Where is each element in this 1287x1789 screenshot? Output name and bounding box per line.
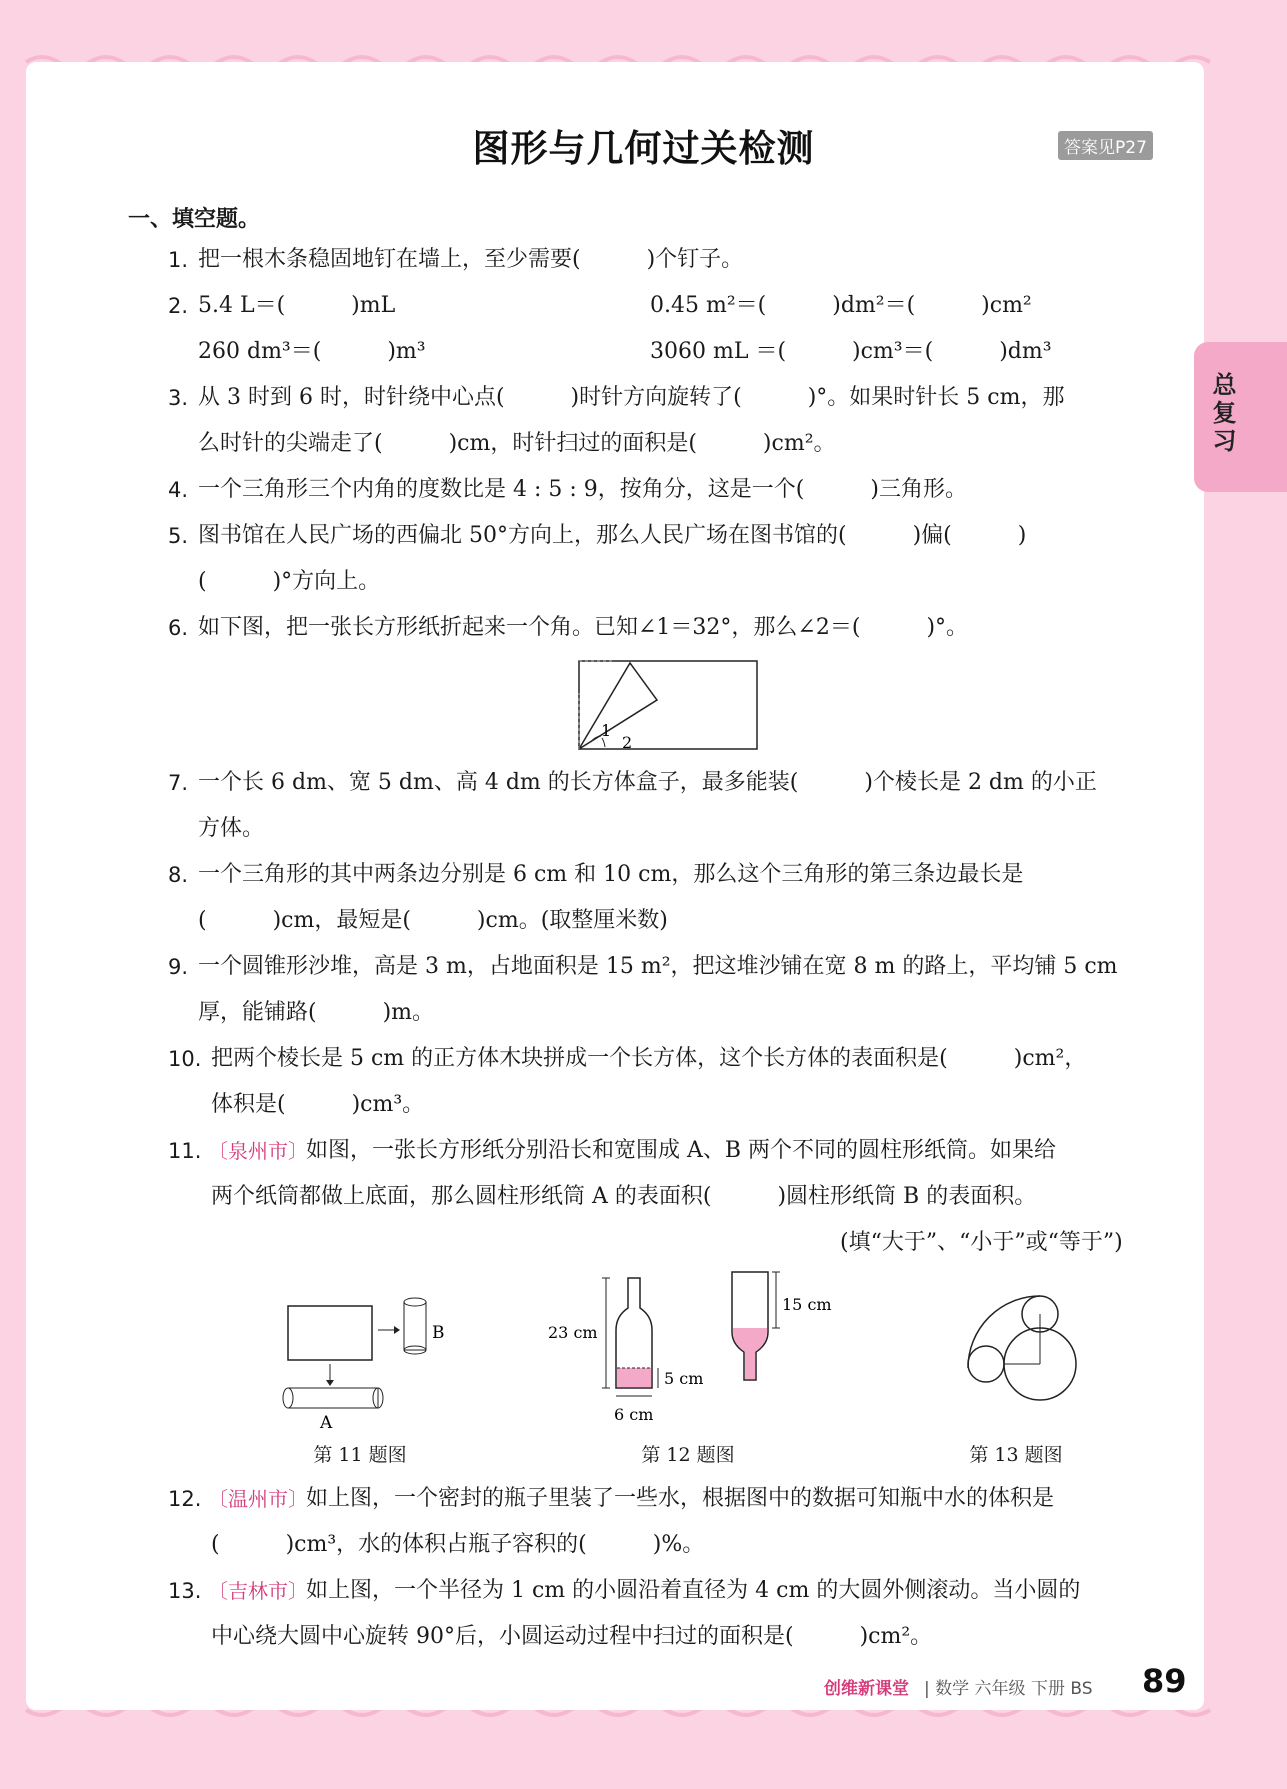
- section-heading: 一、填空题。: [128, 207, 261, 232]
- page-number: 89: [1142, 1662, 1187, 1700]
- question-text: 如下图，把一张长方形纸折起来一个角。已知∠1＝32°，那么∠2＝( )°。: [198, 615, 969, 640]
- side-tab-label: 总复习: [1208, 372, 1236, 456]
- angle-2-label: 2: [622, 733, 633, 752]
- question-text: 从 3 时到 6 时，时针绕中心点( )时针方向旋转了( )°。如果时针长 5 cm，那: [198, 385, 1065, 410]
- question-number: 5.: [168, 524, 189, 548]
- question-text: 如上图，一个半径为 1 cm 的小圆沿着直径为 4 cm 的大圆外侧滚动。当小圆的: [306, 1578, 1081, 1603]
- question-text: 3060 mL ＝( )cm³＝( )dm³: [650, 339, 1052, 364]
- question-text: 一个圆锥形沙堆，高是 3 m，占地面积是 15 m²，把这堆沙铺在宽 8 m 的路上，平均铺 5 cm: [198, 954, 1118, 979]
- question-text: 如上图，一个密封的瓶子里装了一些水，根据图中的数据可知瓶中水的体积是: [306, 1486, 1055, 1511]
- water-height-label: 5 cm: [664, 1369, 704, 1388]
- question-number: 7.: [168, 771, 189, 795]
- source-tag: 〔吉林市〕: [208, 1579, 308, 1603]
- question-text: 方体。: [198, 816, 265, 841]
- question-number: 2.: [168, 294, 189, 318]
- question-text: 一个长 6 dm、宽 5 dm、高 4 dm 的长方体盒子，最多能装( )个棱长是 2 dm 的小正: [198, 770, 1097, 795]
- figure-caption: 第 11 题图: [313, 1444, 407, 1466]
- source-tag: 〔温州市〕: [208, 1487, 308, 1511]
- question-text: 中心绕大圆中心旋转 90°后，小圆运动过程中扫过的面积是( )cm²。: [211, 1624, 933, 1649]
- question-text: 如图，一张长方形纸分别沿长和宽围成 A、B 两个不同的圆柱形纸筒。如果给: [306, 1138, 1057, 1163]
- cylinder-a-label: A: [320, 1413, 333, 1430]
- cylinder-b-label: B: [432, 1323, 445, 1343]
- source-tag: 〔泉州市〕: [208, 1139, 308, 1163]
- question-number: 10.: [168, 1047, 202, 1071]
- figure-12: [538, 1270, 838, 1435]
- question-text: (填“大于”、“小于”或“等于”): [840, 1230, 1123, 1255]
- question-number: 11.: [168, 1139, 202, 1163]
- answer-reference-badge: 答案见P27: [1058, 131, 1153, 160]
- question-text: ( )cm，最短是( )cm。(取整厘米数): [198, 908, 668, 933]
- air-height-label: 15 cm: [782, 1295, 832, 1314]
- question-number: 6.: [168, 616, 189, 640]
- figure-caption: 第 12 题图: [641, 1444, 735, 1466]
- question-number: 1.: [168, 248, 189, 272]
- side-tab-review[interactable]: [1194, 342, 1287, 492]
- question-text: 么时针的尖端走了( )cm，时针扫过的面积是( )cm²。: [198, 431, 836, 456]
- total-height-label: 23 cm: [548, 1323, 598, 1342]
- question-number: 8.: [168, 863, 189, 887]
- question-number: 9.: [168, 955, 189, 979]
- question-number: 4.: [168, 478, 189, 502]
- bottle-width-label: 6 cm: [614, 1405, 654, 1424]
- footer-info: | 数学 六年级 下册 BS: [924, 1679, 1093, 1699]
- page-title: 图形与几何过关检测: [472, 127, 815, 170]
- question-text: 把两个棱长是 5 cm 的正方体木块拼成一个长方体，这个长方体的表面积是( )cm²，: [211, 1046, 1087, 1071]
- question-number: 12.: [168, 1487, 202, 1511]
- question-text: 厚，能铺路( )m。: [198, 1000, 435, 1025]
- question-text: 0.45 m²＝( )dm²＝( )cm²: [650, 293, 1032, 318]
- question-text: 体积是( )cm³。: [211, 1092, 425, 1117]
- footer-brand: 创维新课堂: [824, 1679, 909, 1699]
- question-text: ( )cm³，水的体积占瓶子容积的( )%。: [211, 1532, 705, 1557]
- angle-1-label: 1: [601, 721, 612, 740]
- question-text: 把一根木条稳固地钉在墙上，至少需要( )个钉子。: [198, 247, 744, 272]
- question-number: 3.: [168, 386, 189, 410]
- question-text: ( )°方向上。: [198, 569, 381, 594]
- question-text: 图书馆在人民广场的西偏北 50°方向上，那么人民广场在图书馆的( )偏( ): [198, 523, 1027, 548]
- question-text: 5.4 L＝( )mL: [198, 293, 396, 318]
- question-number: 13.: [168, 1579, 202, 1603]
- question-text: 两个纸筒都做上底面，那么圆柱形纸筒 A 的表面积( )圆柱形纸筒 B 的表面积。: [211, 1184, 1037, 1209]
- question-text: 260 dm³＝( )m³: [198, 339, 426, 364]
- figure-11: [280, 1290, 460, 1430]
- question-text: 一个三角形的其中两条边分别是 6 cm 和 10 cm，那么这个三角形的第三条边最长是: [198, 862, 1024, 887]
- question-text: 一个三角形三个内角的度数比是 4 : 5 : 9，按角分，这是一个( )三角形。: [198, 477, 967, 502]
- figure-folded-paper: [575, 658, 760, 753]
- figure-caption: 第 13 题图: [969, 1444, 1063, 1466]
- figure-13: [948, 1290, 1088, 1430]
